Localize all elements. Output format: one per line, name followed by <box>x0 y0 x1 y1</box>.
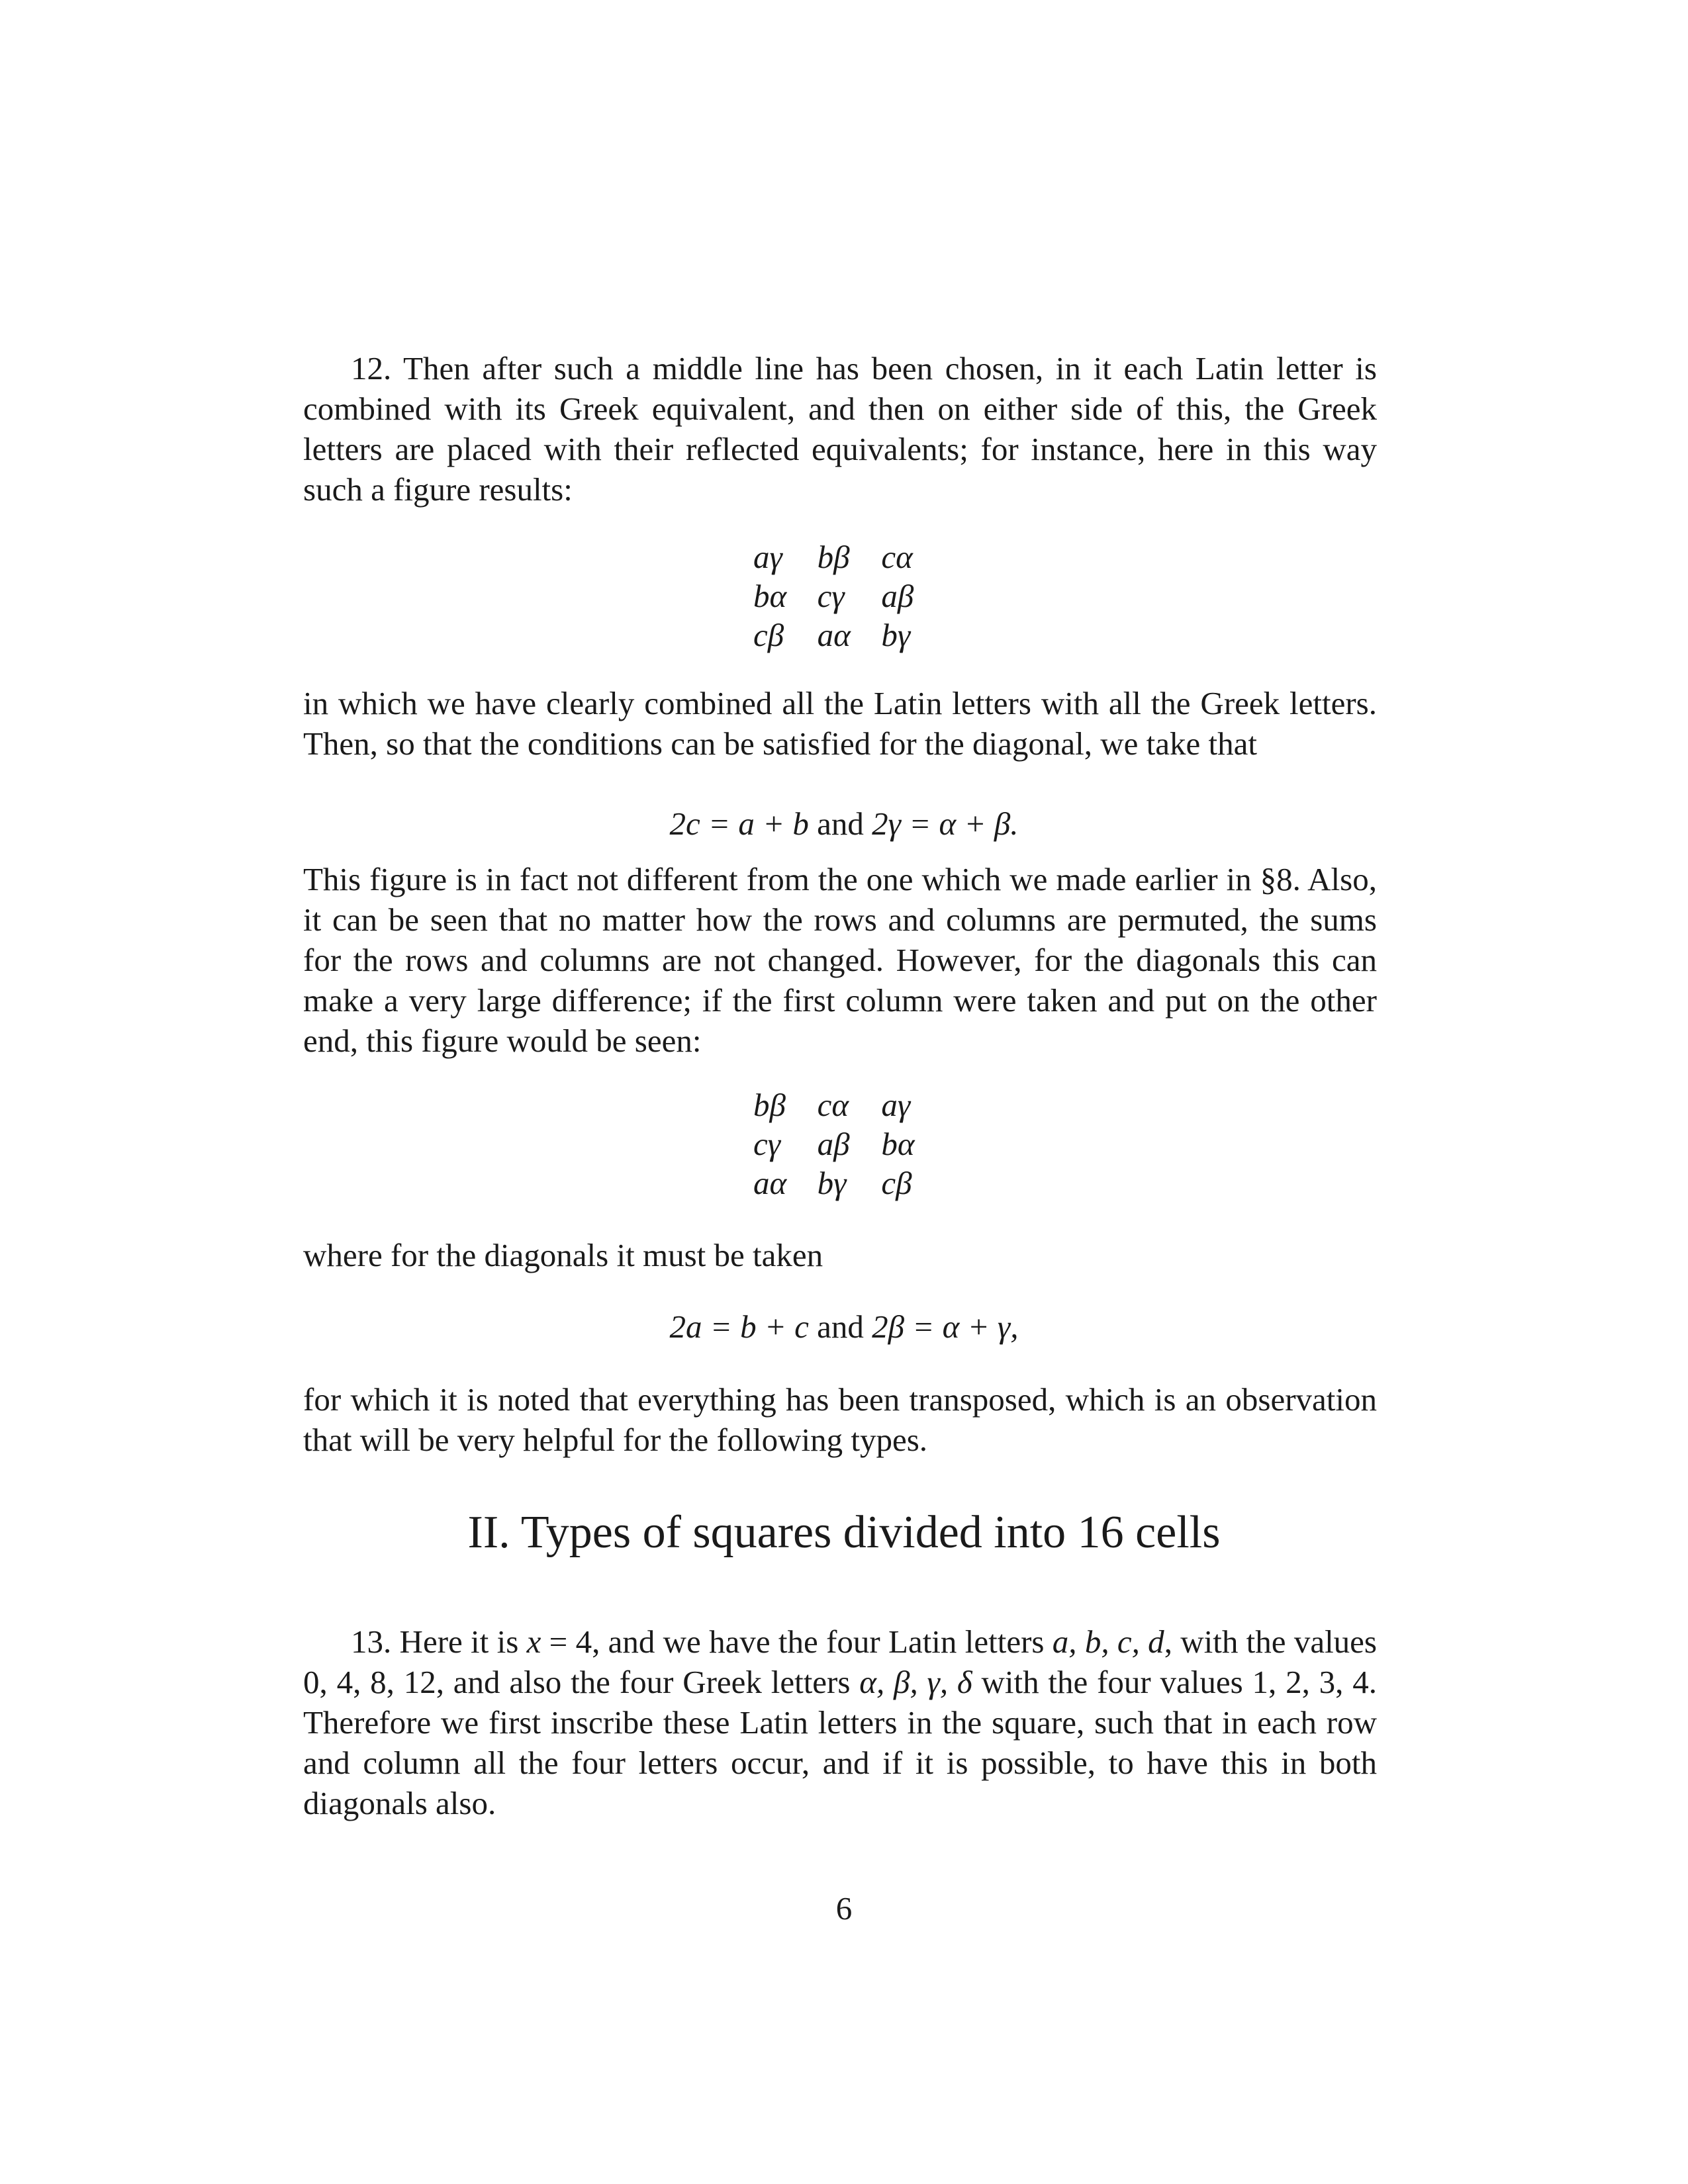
figure-1-cell: bβ <box>817 539 850 575</box>
figure-1-cell: bα <box>753 578 787 614</box>
latin-greek-square-figure-1 <box>748 537 940 655</box>
page-number: 6 <box>835 1890 853 1927</box>
equation-1-connector: and <box>808 805 872 842</box>
paragraph-after-equation-1-text: This figure is in fact not different from the one which we made earlier in §8. Also, it can be seen that no matter how the rows and columns are permuted, the sums for the rows and columns are not changed. However, for the diagonals this can make a very large difference; if the first column were taken and put on the other end, this figure would be seen: <box>303 861 1377 1059</box>
figure-1-cell: bγ <box>881 617 911 653</box>
figure-1-cell: cα <box>881 539 913 575</box>
equation-2-left: 2a = b + c <box>669 1308 809 1345</box>
figure-2-cell: aγ <box>881 1087 911 1123</box>
figure-2-cell: cγ <box>753 1126 781 1162</box>
equation-2 <box>0 1306 1688 1347</box>
figure-2-cell: bα <box>881 1126 915 1162</box>
paragraph-after-figure-1-text: in which we have clearly combined all the Latin letters with all the Greek letters. Then, so that the conditions can be satisfied for the diagonal, we take that <box>303 685 1377 762</box>
paragraph-13-math-x: x <box>526 1623 541 1660</box>
figure-1-cell: cβ <box>753 617 784 653</box>
equation-1-left: 2c = a + b <box>669 805 809 842</box>
figure-1-cell: aα <box>817 617 851 653</box>
figure-1-cell: cγ <box>817 578 845 614</box>
paragraph-13-text-2: = 4, and we have the four Latin letters <box>541 1623 1053 1660</box>
figure-2-cell: cβ <box>881 1165 912 1201</box>
paragraph-before-equation-2 <box>303 1235 1377 1275</box>
figure-1-cell: aβ <box>881 578 914 614</box>
paragraph-after-figure-1 <box>303 683 1377 764</box>
paragraph-12-text: 12. Then after such a middle line has been chosen, in it each Latin letter is combined with its Greek equivalent, and then on either side of this, the Greek letters are placed with their reflected equivalents; for instance, here in this way such a figure results: <box>303 350 1377 508</box>
figure-2-cell: aα <box>753 1165 787 1201</box>
paragraph-13-math-greek-letters: α, β, γ, δ <box>859 1664 972 1700</box>
equation-2-connector: and <box>808 1308 872 1345</box>
paragraph-13-math-latin-letters: a, b, c, d <box>1052 1623 1164 1660</box>
paragraph-before-equation-2-text: where for the diagonals it must be taken <box>303 1237 823 1273</box>
paragraph-13-text-1: 13. Here it is <box>351 1623 527 1660</box>
equation-1-right: 2γ = α + β. <box>872 805 1019 842</box>
equation-2-right: 2β = α + γ, <box>872 1308 1019 1345</box>
paragraph-12 <box>303 348 1377 510</box>
latin-greek-square-figure-2 <box>748 1085 940 1203</box>
equation-1 <box>0 803 1688 844</box>
figure-1-cell: aγ <box>753 539 782 575</box>
paragraph-13 <box>303 1621 1377 1823</box>
figure-2-cell: bγ <box>817 1165 847 1201</box>
paragraph-after-equation-1 <box>303 859 1377 1061</box>
section-heading: II. Types of squares divided into 16 cells <box>467 1507 1221 1558</box>
paragraph-after-equation-2-text: for which it is noted that everything has been transposed, which is an observation that will be very helpful for the following types. <box>303 1381 1377 1458</box>
paragraph-13-text-4: with the four values 1, 2, 3, 4. Therefore we first inscribe these Latin letters in the square, such that in each row and column all the four letters occur, and if it is possible, to have this in both diagonals also. <box>303 1664 1378 1821</box>
paragraph-13-text-3: , with the values 0, 4, 8, 12, and also the four Greek letters <box>303 1623 1378 1700</box>
figure-2-cell: aβ <box>817 1126 850 1162</box>
paragraph-after-equation-2 <box>303 1379 1377 1460</box>
figure-2-cell: bβ <box>753 1087 786 1123</box>
figure-2-cell: cα <box>817 1087 849 1123</box>
